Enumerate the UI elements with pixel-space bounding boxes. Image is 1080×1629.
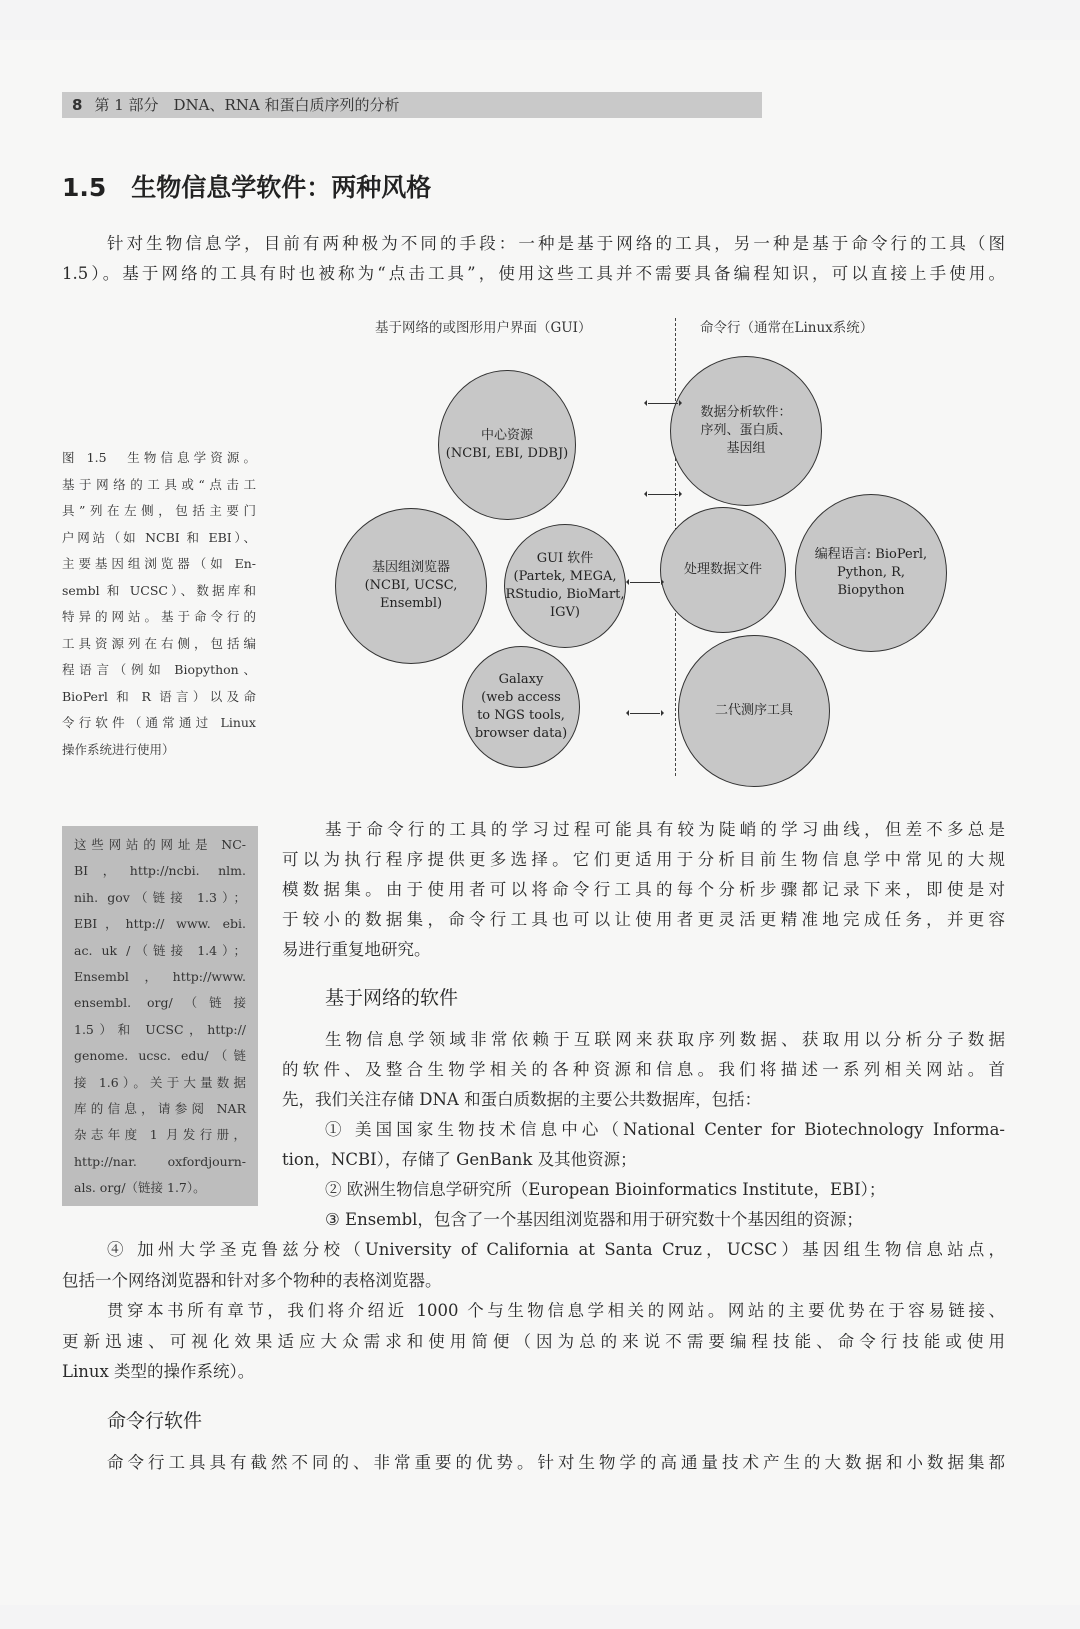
text-line: tion，NCBI），存储了 GenBank 及其他资源； (282, 1150, 637, 1169)
gui-column-heading: 基于网络的或图形用户界面（GUI） (375, 320, 592, 336)
text-line: 户网站（如 NCBI 和 EBI）、 (62, 529, 256, 545)
node-process-data-files: 处理数据文件 (660, 507, 786, 633)
text-line: 基于命令行的工具的学习过程可能具有较为陡峭的学习曲线，但差不多总是 (325, 820, 1005, 839)
text-line: 库的信息，请参阅 NAR (74, 1101, 246, 1116)
text-line: 包括一个网络浏览器和针对多个物种的表格浏览器。 (62, 1270, 442, 1290)
double-arrow-icon (630, 582, 660, 583)
text-line: 于较小的数据集，命令行工具也可以让使用者更灵活更精准地完成任务，并更容 (282, 910, 1005, 929)
text-line: ② 欧洲生物信息学研究所（European Bioinformatics Institute，EBI）； (325, 1180, 886, 1199)
text-line: 可以为执行程序提供更多选择。它们更适用于分析目前生物信息学中常见的大规 (282, 850, 1005, 869)
text-line: ① 美国国家生物技术信息中心（National Center for Biotechnology Informa- (325, 1120, 1005, 1139)
text-line: 令行软件（通常通过 Linux (62, 715, 256, 730)
text-line: http://nar. oxfordjourn- (74, 1153, 246, 1169)
cli-column-heading: 命令行（通常在Linux系统） (700, 320, 874, 336)
text-line: BI，http://ncbi. nlm. (74, 863, 246, 879)
running-title: 第 1 部分 DNA、RNA 和蛋白质序列的分析 (94, 96, 400, 114)
section-title: 1.5 生物信息学软件：两种风格 (62, 173, 432, 202)
text-line: 易进行重复地研究。 (282, 940, 431, 959)
text-line: Linux 类型的操作系统）。 (62, 1362, 255, 1381)
node-galaxy: Galaxy (web access to NGS tools, browser data) (462, 646, 580, 768)
text-line: 接 1.6）。关于大量数据 (74, 1074, 246, 1090)
text-line: ③ Ensembl，包含了一个基因组浏览器和用于研究数十个基因组的资源； (325, 1210, 863, 1229)
text-line: Ensembl，http://www. (74, 969, 246, 984)
text-line: 杂志年度 1 月发行册， (74, 1127, 246, 1143)
text-line: 图 1.5 生物信息学资源。 (62, 450, 256, 465)
text-line: 1.5）。基于网络的工具有时也被称为“点击工具”，使用这些工具并不需要具备编程知识，可以直接上手使用。 (62, 264, 1005, 283)
text-line: 基于网络的工具或“点击工 (62, 476, 256, 492)
text-line: 命令行工具具有截然不同的、非常重要的优势。针对生物学的高通量技术产生的大数据和小数据集都 (107, 1453, 1005, 1472)
text-line: als. org/（链接 1.7）。 (74, 1180, 206, 1196)
text-line: EBI，http:// www. ebi. (74, 916, 246, 932)
node-central-resources: 中心资源 (NCBI, EBI, DDBJ) (438, 370, 576, 520)
text-line: 生物信息学领域非常依赖于互联网来获取序列数据、获取用以分析分子数据 (325, 1030, 1005, 1049)
heading-web-software: 基于网络的软件 (325, 987, 459, 1009)
text-line: 操作系统进行使用） (62, 741, 175, 757)
text-line: 具”列在左侧，包括主要门 (62, 503, 256, 518)
text-line: 更新迅速、可视化效果适应大众需求和使用简便（因为总的来说不需要编程技能、命令行技能或使用 (62, 1331, 1005, 1351)
text-line: ac. uk /（链接 1.4）； (74, 942, 246, 958)
page-number: 8 (72, 96, 83, 114)
text-line: BioPerl 和 R 语言）以及命 (62, 688, 256, 704)
text-line: 先，我们关注存储 DNA 和蛋白质数据的主要公共数据库，包括： (282, 1090, 762, 1109)
heading-command-line-software: 命令行软件 (107, 1410, 203, 1432)
node-ngs-tools: 二代测序工具 (678, 635, 830, 787)
text-line: sembl 和 UCSC）、数据库和 (62, 582, 256, 598)
text-line: 工具资源列在右侧，包括编 (62, 635, 256, 651)
double-arrow-icon (648, 403, 678, 404)
running-header (62, 92, 762, 118)
node-gui-software: GUI 软件 (Partek, MEGA, RStudio, BioMart, IGV) (504, 524, 626, 648)
node-genome-browsers: 基因组浏览器 (NCBI, UCSC, Ensembl) (335, 508, 487, 664)
text-line: ensembl. org/（链接 (74, 995, 246, 1011)
text-line: 1.5）和 UCSC，http:// (74, 1021, 246, 1037)
text-line: 这些网站的网址是 NC- (74, 837, 246, 852)
node-data-analysis-software: 数据分析软件： 序列、蛋白质、 基因组 (670, 356, 822, 506)
text-line: 主要基因组浏览器（如 En- (62, 556, 256, 571)
node-programming-languages: 编程语言: BioPerl, Python, R, Biopython (795, 494, 947, 652)
text-line: nih. gov（链接 1.3）； (74, 889, 246, 905)
text-line: 贯穿本书所有章节，我们将介绍近 1000 个与生物信息学相关的网站。网站的主要优势在于容易链接、 (107, 1301, 1005, 1320)
double-arrow-icon (648, 494, 678, 495)
text-line: 模数据集。由于使用者可以将命令行工具的每个分析步骤都记录下来，即使是对 (282, 880, 1005, 899)
text-line: 的软件、及整合生物学相关的各种资源和信息。我们将描述一系列相关网站。首 (282, 1060, 1005, 1079)
text-line: 程语言（例如 Biopython、 (62, 662, 256, 677)
text-line: ④ 加州大学圣克鲁兹分校（University of California at Santa Cruz，UCSC）基因组生物信息站点， (107, 1240, 1005, 1259)
double-arrow-icon (630, 713, 660, 714)
text-line: genome. ucsc. edu/（链 (74, 1048, 246, 1064)
text-line: 针对生物信息学，目前有两种极为不同的手段：一种是基于网络的工具，另一种是基于命令行的工具（图 (107, 234, 1005, 253)
text-line: 特异的网站。基于命令行的 (62, 609, 256, 624)
